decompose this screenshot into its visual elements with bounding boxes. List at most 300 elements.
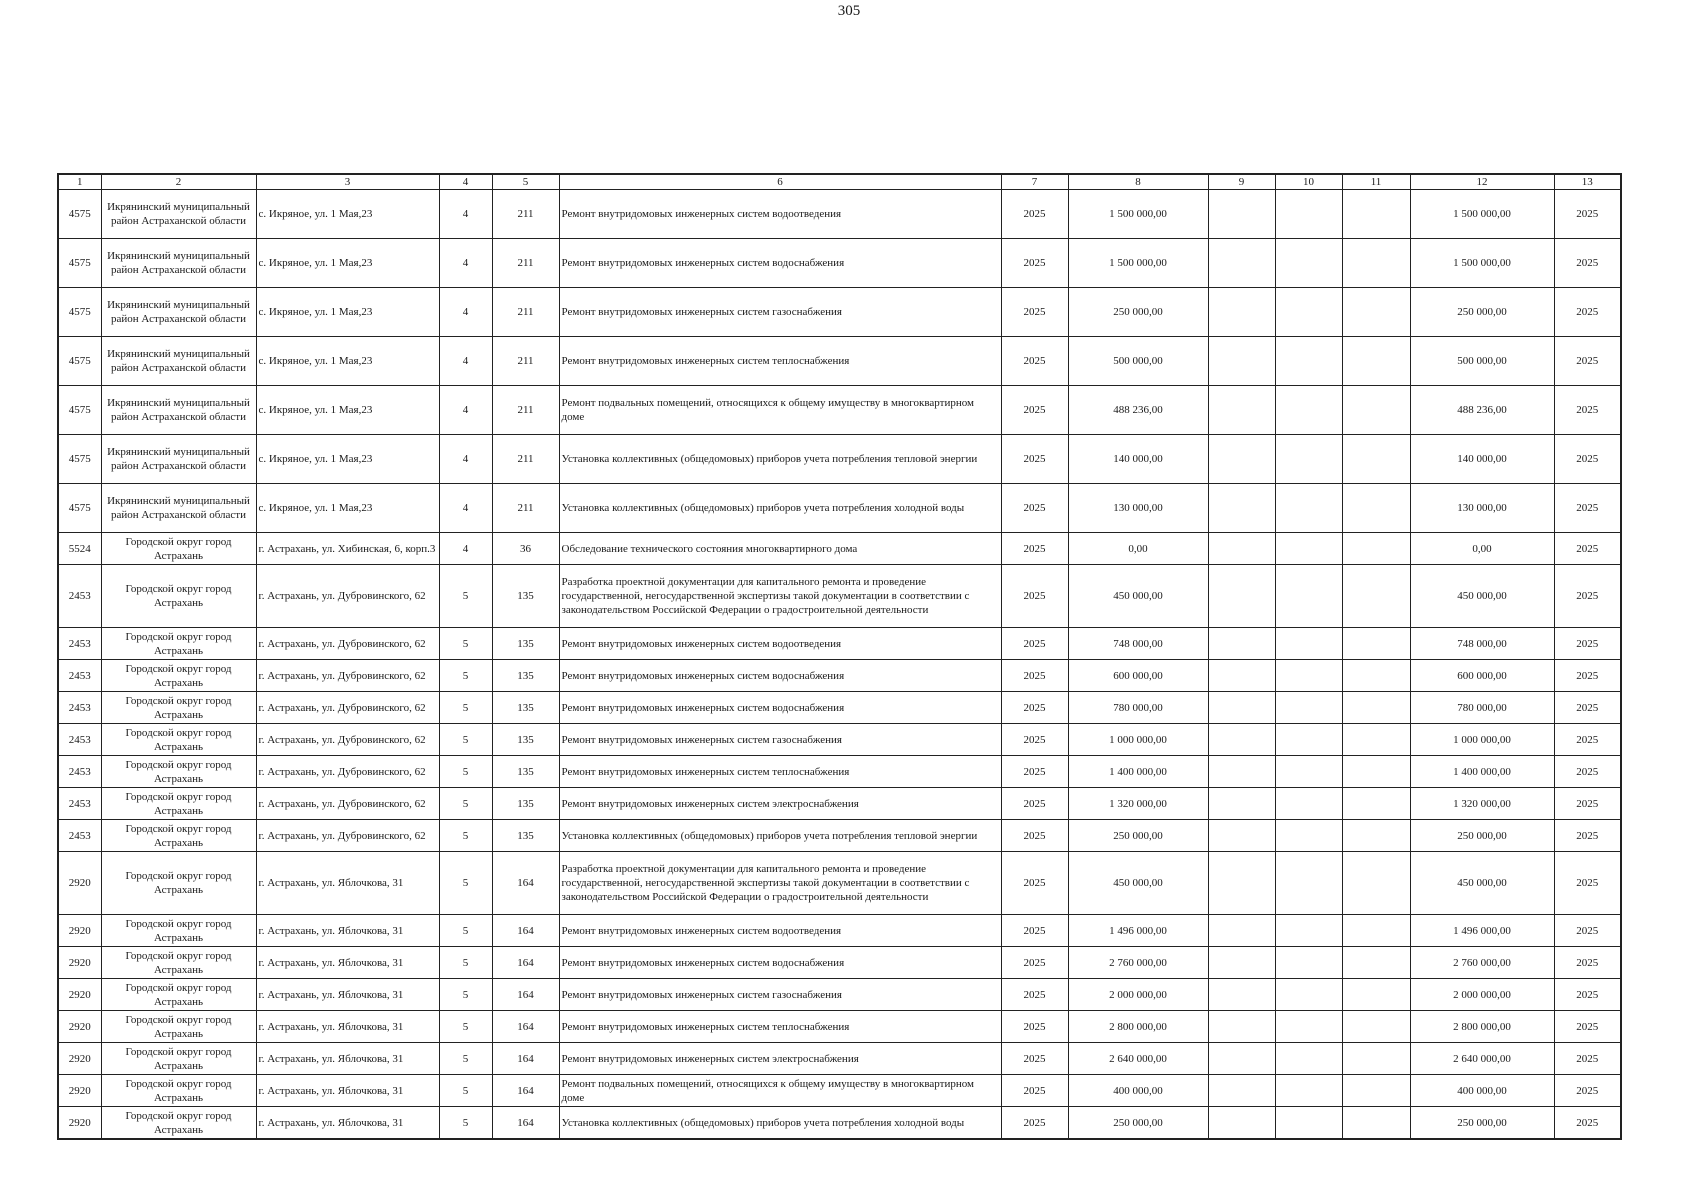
column-header: 10: [1275, 174, 1342, 190]
cell-total: 1 320 000,00: [1410, 788, 1554, 820]
cell-col5: 164: [492, 852, 559, 915]
cell-col4: 4: [439, 239, 492, 288]
cell-col10: [1275, 565, 1342, 628]
cell-cost: 2 640 000,00: [1068, 1043, 1208, 1075]
cell-deadline: 2025: [1554, 628, 1621, 660]
cell-work-type: Ремонт внутридомовых инженерных систем водоснабжения: [559, 660, 1001, 692]
cell-record-id: 2453: [58, 756, 101, 788]
cell-work-type: Ремонт подвальных помещений, относящихся к общему имуществу в многоквартирном доме: [559, 386, 1001, 435]
cell-deadline: 2025: [1554, 484, 1621, 533]
cell-cost: 250 000,00: [1068, 820, 1208, 852]
cell-address: г. Астрахань, ул. Яблочкова, 31: [256, 1107, 439, 1140]
cell-col4: 5: [439, 820, 492, 852]
cell-year: 2025: [1001, 852, 1068, 915]
cell-work-type: Ремонт внутридомовых инженерных систем водоснабжения: [559, 692, 1001, 724]
cell-col9: [1208, 1075, 1275, 1107]
cell-deadline: 2025: [1554, 979, 1621, 1011]
cell-municipality: Городской округ город Астрахань: [101, 756, 256, 788]
cell-work-type: Ремонт внутридомовых инженерных систем теплоснабжения: [559, 1011, 1001, 1043]
cell-col4: 4: [439, 337, 492, 386]
table-row: [58, 852, 1621, 915]
table-row: [58, 337, 1621, 386]
table-row: [58, 692, 1621, 724]
cell-year: 2025: [1001, 756, 1068, 788]
cell-record-id: 2453: [58, 692, 101, 724]
cell-address: г. Астрахань, ул. Яблочкова, 31: [256, 1011, 439, 1043]
table-row: [58, 979, 1621, 1011]
cell-col5: 135: [492, 628, 559, 660]
cell-col4: 5: [439, 915, 492, 947]
cell-cost: 1 496 000,00: [1068, 915, 1208, 947]
cell-address: г. Астрахань, ул. Дубровинского, 62: [256, 756, 439, 788]
cell-work-type: Ремонт внутридомовых инженерных систем электроснабжения: [559, 1043, 1001, 1075]
cell-record-id: 2453: [58, 660, 101, 692]
cell-total: 2 640 000,00: [1410, 1043, 1554, 1075]
cell-deadline: 2025: [1554, 788, 1621, 820]
cell-year: 2025: [1001, 484, 1068, 533]
cell-col9: [1208, 660, 1275, 692]
cell-col9: [1208, 724, 1275, 756]
cell-total: 748 000,00: [1410, 628, 1554, 660]
cell-record-id: 2453: [58, 628, 101, 660]
cell-col5: 211: [492, 337, 559, 386]
cell-year: 2025: [1001, 692, 1068, 724]
cell-deadline: 2025: [1554, 724, 1621, 756]
cell-municipality: Городской округ город Астрахань: [101, 979, 256, 1011]
cell-col5: 135: [492, 788, 559, 820]
table-row: [58, 435, 1621, 484]
cell-work-type: Разработка проектной документации для капитального ремонта и проведение государственной, негосударственной экспертизы такой документации в соответствии с законодательством Российской Федерации о градостроительной деятельности: [559, 852, 1001, 915]
cell-col9: [1208, 386, 1275, 435]
cell-year: 2025: [1001, 337, 1068, 386]
cell-record-id: 2453: [58, 820, 101, 852]
cell-cost: 2 000 000,00: [1068, 979, 1208, 1011]
cell-cost: 600 000,00: [1068, 660, 1208, 692]
cell-col11: [1342, 820, 1410, 852]
cell-col5: 135: [492, 756, 559, 788]
cell-municipality: Городской округ город Астрахань: [101, 1075, 256, 1107]
cell-deadline: 2025: [1554, 692, 1621, 724]
table-row: [58, 1107, 1621, 1140]
cell-col5: 211: [492, 190, 559, 239]
cell-col10: [1275, 533, 1342, 565]
cell-cost: 1 000 000,00: [1068, 724, 1208, 756]
cell-deadline: 2025: [1554, 852, 1621, 915]
cell-address: г. Астрахань, ул. Дубровинского, 62: [256, 724, 439, 756]
cell-municipality: Городской округ город Астрахань: [101, 820, 256, 852]
table-row: [58, 756, 1621, 788]
table-row: [58, 628, 1621, 660]
cell-col11: [1342, 337, 1410, 386]
cell-col4: 5: [439, 1107, 492, 1140]
cell-cost: 1 500 000,00: [1068, 190, 1208, 239]
cell-col5: 135: [492, 565, 559, 628]
table-row: [58, 915, 1621, 947]
cell-col5: 211: [492, 239, 559, 288]
cell-col9: [1208, 337, 1275, 386]
cell-cost: 1 320 000,00: [1068, 788, 1208, 820]
cell-cost: 450 000,00: [1068, 565, 1208, 628]
cell-work-type: Установка коллективных (общедомовых) приборов учета потребления тепловой энергии: [559, 820, 1001, 852]
cell-col9: [1208, 915, 1275, 947]
cell-deadline: 2025: [1554, 756, 1621, 788]
cell-record-id: 2453: [58, 788, 101, 820]
cell-total: 1 500 000,00: [1410, 190, 1554, 239]
cell-col9: [1208, 788, 1275, 820]
cell-col9: [1208, 1043, 1275, 1075]
cell-deadline: 2025: [1554, 288, 1621, 337]
column-header: 4: [439, 174, 492, 190]
cell-total: 1 400 000,00: [1410, 756, 1554, 788]
cell-deadline: 2025: [1554, 435, 1621, 484]
cell-col5: 211: [492, 288, 559, 337]
cell-col5: 164: [492, 1075, 559, 1107]
cell-col11: [1342, 565, 1410, 628]
table-row: [58, 565, 1621, 628]
cell-year: 2025: [1001, 820, 1068, 852]
column-header: 6: [559, 174, 1001, 190]
cell-record-id: 2920: [58, 1075, 101, 1107]
cell-total: 250 000,00: [1410, 1107, 1554, 1140]
cell-col11: [1342, 1107, 1410, 1140]
cell-col4: 5: [439, 756, 492, 788]
cell-municipality: Городской округ город Астрахань: [101, 788, 256, 820]
column-header: 2: [101, 174, 256, 190]
cell-total: 140 000,00: [1410, 435, 1554, 484]
cell-col4: 4: [439, 435, 492, 484]
cell-address: с. Икряное, ул. 1 Мая,23: [256, 190, 439, 239]
cell-col5: 211: [492, 435, 559, 484]
cell-col11: [1342, 724, 1410, 756]
cell-year: 2025: [1001, 1011, 1068, 1043]
cell-address: г. Астрахань, ул. Дубровинского, 62: [256, 692, 439, 724]
cell-col5: 211: [492, 484, 559, 533]
cell-col11: [1342, 435, 1410, 484]
cell-address: с. Икряное, ул. 1 Мая,23: [256, 386, 439, 435]
cell-cost: 250 000,00: [1068, 1107, 1208, 1140]
cell-col11: [1342, 947, 1410, 979]
cell-deadline: 2025: [1554, 190, 1621, 239]
cell-col11: [1342, 288, 1410, 337]
cell-municipality: Городской округ город Астрахань: [101, 1011, 256, 1043]
cell-col10: [1275, 288, 1342, 337]
cell-col9: [1208, 484, 1275, 533]
cell-record-id: 2920: [58, 1043, 101, 1075]
cell-col10: [1275, 820, 1342, 852]
cell-record-id: 2453: [58, 724, 101, 756]
cell-cost: 450 000,00: [1068, 852, 1208, 915]
cell-work-type: Ремонт внутридомовых инженерных систем газоснабжения: [559, 288, 1001, 337]
cell-municipality: Городской округ город Астрахань: [101, 1043, 256, 1075]
cell-total: 450 000,00: [1410, 852, 1554, 915]
cell-municipality: Икрянинский муниципальный район Астраханской области: [101, 484, 256, 533]
cell-cost: 2 800 000,00: [1068, 1011, 1208, 1043]
cell-total: 488 236,00: [1410, 386, 1554, 435]
cell-address: г. Астрахань, ул. Дубровинского, 62: [256, 788, 439, 820]
table-row: [58, 820, 1621, 852]
cell-address: г. Астрахань, ул. Дубровинского, 62: [256, 820, 439, 852]
cell-total: 780 000,00: [1410, 692, 1554, 724]
cell-year: 2025: [1001, 565, 1068, 628]
cell-col5: 135: [492, 820, 559, 852]
cell-work-type: Ремонт внутридомовых инженерных систем водоотведения: [559, 628, 1001, 660]
cell-record-id: 4575: [58, 190, 101, 239]
cell-cost: 0,00: [1068, 533, 1208, 565]
cell-municipality: Икрянинский муниципальный район Астраханской области: [101, 288, 256, 337]
cell-work-type: Ремонт внутридомовых инженерных систем газоснабжения: [559, 724, 1001, 756]
cell-municipality: Городской округ город Астрахань: [101, 533, 256, 565]
cell-col11: [1342, 628, 1410, 660]
cell-address: г. Астрахань, ул. Дубровинского, 62: [256, 628, 439, 660]
table-row: [58, 1075, 1621, 1107]
cell-municipality: Икрянинский муниципальный район Астраханской области: [101, 337, 256, 386]
cell-cost: 780 000,00: [1068, 692, 1208, 724]
cell-total: 2 000 000,00: [1410, 979, 1554, 1011]
cell-record-id: 2453: [58, 565, 101, 628]
cell-year: 2025: [1001, 979, 1068, 1011]
cell-col5: 135: [492, 660, 559, 692]
cell-col9: [1208, 190, 1275, 239]
cell-record-id: 4575: [58, 484, 101, 533]
cell-cost: 500 000,00: [1068, 337, 1208, 386]
cell-deadline: 2025: [1554, 386, 1621, 435]
cell-col9: [1208, 692, 1275, 724]
cell-col11: [1342, 915, 1410, 947]
cell-col4: 5: [439, 1043, 492, 1075]
cell-municipality: Икрянинский муниципальный район Астраханской области: [101, 386, 256, 435]
table-row: [58, 239, 1621, 288]
column-header: 5: [492, 174, 559, 190]
cell-work-type: Установка коллективных (общедомовых) приборов учета потребления холодной воды: [559, 484, 1001, 533]
cell-col9: [1208, 1011, 1275, 1043]
cell-deadline: 2025: [1554, 947, 1621, 979]
cell-col5: 164: [492, 1011, 559, 1043]
cell-col10: [1275, 788, 1342, 820]
cell-col11: [1342, 788, 1410, 820]
cell-deadline: 2025: [1554, 1011, 1621, 1043]
cell-deadline: 2025: [1554, 533, 1621, 565]
cell-cost: 250 000,00: [1068, 288, 1208, 337]
cell-work-type: Ремонт внутридомовых инженерных систем теплоснабжения: [559, 756, 1001, 788]
cell-col11: [1342, 852, 1410, 915]
cell-total: 1 496 000,00: [1410, 915, 1554, 947]
cell-cost: 1 400 000,00: [1068, 756, 1208, 788]
cell-col4: 5: [439, 852, 492, 915]
cell-deadline: 2025: [1554, 1075, 1621, 1107]
column-header: 3: [256, 174, 439, 190]
cell-municipality: Городской округ город Астрахань: [101, 1107, 256, 1140]
column-header: 11: [1342, 174, 1410, 190]
cell-municipality: Икрянинский муниципальный район Астраханской области: [101, 239, 256, 288]
cell-year: 2025: [1001, 386, 1068, 435]
table-row: [58, 1011, 1621, 1043]
cell-col10: [1275, 484, 1342, 533]
cell-col10: [1275, 239, 1342, 288]
table-row: [58, 484, 1621, 533]
cell-record-id: 4575: [58, 239, 101, 288]
cell-year: 2025: [1001, 190, 1068, 239]
cell-col10: [1275, 386, 1342, 435]
cell-work-type: Обследование технического состояния многоквартирного дома: [559, 533, 1001, 565]
cell-municipality: Городской округ город Астрахань: [101, 947, 256, 979]
cell-work-type: Ремонт внутридомовых инженерных систем водоотведения: [559, 190, 1001, 239]
cell-cost: 1 500 000,00: [1068, 239, 1208, 288]
cell-work-type: Ремонт внутридомовых инженерных систем водоотведения: [559, 915, 1001, 947]
cell-address: г. Астрахань, ул. Яблочкова, 31: [256, 947, 439, 979]
cell-year: 2025: [1001, 947, 1068, 979]
cell-record-id: 2920: [58, 979, 101, 1011]
cell-col9: [1208, 533, 1275, 565]
cell-address: г. Астрахань, ул. Яблочкова, 31: [256, 1075, 439, 1107]
cell-col10: [1275, 724, 1342, 756]
cell-col4: 5: [439, 788, 492, 820]
cell-record-id: 4575: [58, 435, 101, 484]
cell-total: 500 000,00: [1410, 337, 1554, 386]
cell-col10: [1275, 435, 1342, 484]
cell-col11: [1342, 756, 1410, 788]
cell-col4: 5: [439, 947, 492, 979]
cell-deadline: 2025: [1554, 915, 1621, 947]
cell-work-type: Ремонт внутридомовых инженерных систем газоснабжения: [559, 979, 1001, 1011]
cell-total: 2 800 000,00: [1410, 1011, 1554, 1043]
cell-col4: 5: [439, 660, 492, 692]
cell-municipality: Городской округ город Астрахань: [101, 565, 256, 628]
cell-deadline: 2025: [1554, 565, 1621, 628]
cell-address: с. Икряное, ул. 1 Мая,23: [256, 288, 439, 337]
cell-address: г. Астрахань, ул. Дубровинского, 62: [256, 660, 439, 692]
cell-col5: 211: [492, 386, 559, 435]
cell-work-type: Разработка проектной документации для капитального ремонта и проведение государственной, негосударственной экспертизы такой документации в соответствии с законодательством Российской Федерации о градостроительной деятельности: [559, 565, 1001, 628]
cell-col5: 164: [492, 979, 559, 1011]
cell-year: 2025: [1001, 660, 1068, 692]
cell-work-type: Ремонт внутридомовых инженерных систем водоснабжения: [559, 947, 1001, 979]
cell-total: 130 000,00: [1410, 484, 1554, 533]
cell-record-id: 4575: [58, 386, 101, 435]
cell-record-id: 2920: [58, 915, 101, 947]
cell-col11: [1342, 533, 1410, 565]
cell-col10: [1275, 1107, 1342, 1140]
cell-cost: 140 000,00: [1068, 435, 1208, 484]
cell-col4: 5: [439, 628, 492, 660]
cell-col10: [1275, 1075, 1342, 1107]
cell-col11: [1342, 1011, 1410, 1043]
cell-col5: 135: [492, 724, 559, 756]
cell-municipality: Городской округ город Астрахань: [101, 628, 256, 660]
cell-address: с. Икряное, ул. 1 Мая,23: [256, 239, 439, 288]
cell-col4: 5: [439, 565, 492, 628]
cell-deadline: 2025: [1554, 820, 1621, 852]
cell-col11: [1342, 239, 1410, 288]
cell-year: 2025: [1001, 1043, 1068, 1075]
column-header: 9: [1208, 174, 1275, 190]
cell-municipality: Икрянинский муниципальный район Астраханской области: [101, 190, 256, 239]
cell-address: с. Икряное, ул. 1 Мая,23: [256, 337, 439, 386]
cell-col10: [1275, 190, 1342, 239]
cell-col10: [1275, 756, 1342, 788]
column-number-row: [58, 174, 1621, 190]
column-header: 7: [1001, 174, 1068, 190]
cell-col9: [1208, 852, 1275, 915]
table-row: [58, 1043, 1621, 1075]
cell-total: 1 000 000,00: [1410, 724, 1554, 756]
cell-record-id: 4575: [58, 337, 101, 386]
cell-col5: 164: [492, 1043, 559, 1075]
cell-municipality: Городской округ город Астрахань: [101, 724, 256, 756]
table-row: [58, 288, 1621, 337]
page-number: 305: [837, 3, 861, 19]
cell-col10: [1275, 915, 1342, 947]
cell-col10: [1275, 337, 1342, 386]
cell-deadline: 2025: [1554, 239, 1621, 288]
cell-record-id: 2920: [58, 1011, 101, 1043]
cell-year: 2025: [1001, 628, 1068, 660]
cell-work-type: Установка коллективных (общедомовых) приборов учета потребления тепловой энергии: [559, 435, 1001, 484]
cell-col11: [1342, 190, 1410, 239]
cell-year: 2025: [1001, 915, 1068, 947]
cell-year: 2025: [1001, 724, 1068, 756]
cell-col10: [1275, 979, 1342, 1011]
cell-col4: 4: [439, 288, 492, 337]
cell-record-id: 4575: [58, 288, 101, 337]
cell-record-id: 2920: [58, 947, 101, 979]
column-header: 1: [58, 174, 101, 190]
cell-col11: [1342, 484, 1410, 533]
cell-col4: 4: [439, 190, 492, 239]
cell-col4: 4: [439, 533, 492, 565]
cell-col10: [1275, 628, 1342, 660]
cell-col4: 4: [439, 386, 492, 435]
cell-col5: 36: [492, 533, 559, 565]
cell-total: 600 000,00: [1410, 660, 1554, 692]
table-row: [58, 724, 1621, 756]
cell-year: 2025: [1001, 1075, 1068, 1107]
cell-work-type: Ремонт внутридомовых инженерных систем теплоснабжения: [559, 337, 1001, 386]
column-header: 8: [1068, 174, 1208, 190]
cell-total: 450 000,00: [1410, 565, 1554, 628]
cell-col9: [1208, 288, 1275, 337]
cell-record-id: 2920: [58, 1107, 101, 1140]
cell-col10: [1275, 692, 1342, 724]
cell-col9: [1208, 435, 1275, 484]
cell-municipality: Городской округ город Астрахань: [101, 852, 256, 915]
cell-municipality: Городской округ город Астрахань: [101, 692, 256, 724]
table-row: [58, 788, 1621, 820]
cell-year: 2025: [1001, 533, 1068, 565]
cell-col4: 4: [439, 484, 492, 533]
cell-col11: [1342, 660, 1410, 692]
cell-col10: [1275, 852, 1342, 915]
cell-year: 2025: [1001, 1107, 1068, 1140]
cell-work-type: Ремонт внутридомовых инженерных систем электроснабжения: [559, 788, 1001, 820]
cell-municipality: Городской округ город Астрахань: [101, 915, 256, 947]
cell-col11: [1342, 979, 1410, 1011]
cell-year: 2025: [1001, 788, 1068, 820]
cell-total: 2 760 000,00: [1410, 947, 1554, 979]
cell-address: г. Астрахань, ул. Яблочкова, 31: [256, 1043, 439, 1075]
cell-cost: 748 000,00: [1068, 628, 1208, 660]
cell-col11: [1342, 1043, 1410, 1075]
cell-address: г. Астрахань, ул. Яблочкова, 31: [256, 915, 439, 947]
cell-total: 1 500 000,00: [1410, 239, 1554, 288]
cell-address: г. Астрахань, ул. Хибинская, 6, корп.3: [256, 533, 439, 565]
column-header: 13: [1554, 174, 1621, 190]
cell-col9: [1208, 979, 1275, 1011]
cell-col4: 5: [439, 692, 492, 724]
cell-work-type: Ремонт внутридомовых инженерных систем водоснабжения: [559, 239, 1001, 288]
cell-cost: 400 000,00: [1068, 1075, 1208, 1107]
cell-col5: 164: [492, 947, 559, 979]
cell-municipality: Городской округ город Астрахань: [101, 660, 256, 692]
